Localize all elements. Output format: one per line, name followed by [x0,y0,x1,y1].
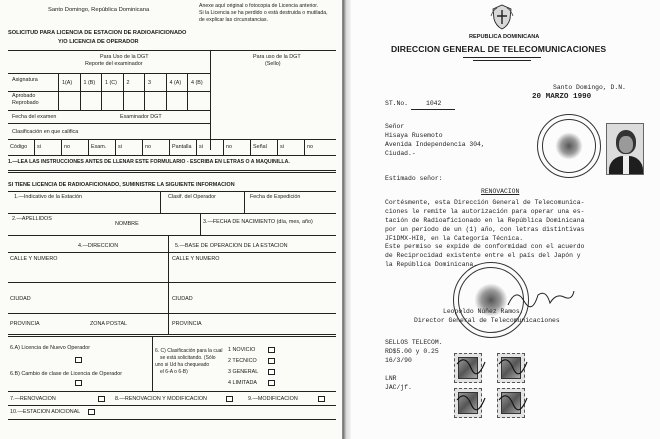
letterhead-rule [463,57,541,58]
cambio-clase-checkbox[interactable] [75,380,82,386]
form-title-line-1: SOLICITUD PARA LICENCIA DE ESTACION DE RADIOAFICIONADO [8,30,187,36]
base-provincia-label: PROVINCIA [172,321,202,327]
letter-body-line: por un período de un (1) año, con letras distintivas [385,226,585,233]
letter-body-line: Cortésmente, esta Dirección General de Telecomunica- [385,199,585,206]
form-rule [8,336,336,337]
form-rule [160,191,161,213]
exam-grid-header-cell: 1 (B) [83,80,96,86]
calle-numero-label: CALLE Y NUMERO [10,256,58,262]
exam-grid-header-cell: 4 (A) [169,80,182,86]
level-general-checkbox[interactable] [268,369,275,375]
clasif-operador-label: Clasif. del Operador [168,194,216,200]
letter-ref-label: ST.No. [385,100,409,107]
renovacion-label: 7.—RENOVACION [10,396,56,402]
asignatura-label: Asignatura [12,77,38,83]
form-rule [61,139,62,155]
form-rule [223,139,224,155]
form-rule [58,73,59,110]
addressee-line: Señor [385,123,405,130]
dgt-seal-label-1: Para uso de la DGT [253,54,301,60]
form-rule [8,334,336,335]
apellidos-label: 2.—APELLIDOS [12,216,52,222]
form-place: Santo Domingo, República Dominicana [48,7,150,13]
form-rule [8,213,336,214]
estacion-adicional-label: 10.—ESTACION ADICIONAL [10,409,81,415]
base-ciudad-label: CIUDAD [172,296,193,302]
licencia-nuevo-label: 6.A) Licencia de Nuevo Operador [10,345,91,351]
form-rule [8,391,336,392]
form-rule [277,139,278,155]
stamps-amount: RD$5.00 y 0.25 [385,348,439,355]
form-rule [8,419,336,420]
si-tiene-heading: SI TIENE LICENCIA DE RADIOAFICIONADO, SUMINISTRE LA SIGUIENTE INFORMACION [8,182,235,188]
classification-cell: no [64,144,70,150]
classification-cell: no [307,144,313,150]
letterhead-agency: DIRECCION GENERAL DE TELECOMUNICACIONES [391,44,607,54]
form-rule [187,73,188,110]
indicativo-label: 1.—Indicativo de la Estación [14,194,83,200]
clasif-solicitada-line-2: se está solicitando. (Sólo [160,355,216,361]
form-rule [144,73,145,110]
clasif-solicitada-line-1: 6. C) Clasificación para la cual [155,348,223,354]
provincia-label: PROVINCIA [10,321,40,327]
letter-body-line: de Reciprocidad existente entre el país del Japón y [385,252,581,259]
exam-grid-header-cell: 2 [126,80,130,86]
dgt-examiner-label-1: Para Uso de la DGT [100,54,149,60]
classification-cell: si [199,144,203,150]
addressee-line: Hisaya Rusemoto [385,132,443,139]
stamps-ref: 16/3/90 [385,357,412,364]
fecha-expedicion-label: Fecha de Expedición [250,194,301,200]
level-novicio-checkbox[interactable] [268,347,275,353]
exam-grid-header-cell: 3 [148,80,151,86]
form-rule [244,191,245,213]
letter-date-stamp: 20 MARZO 1990 [532,93,592,101]
licencia-nuevo-checkbox[interactable] [75,357,82,363]
classification-cell: no [226,144,232,150]
dgt-seal-label-2: (Sello) [265,61,281,67]
coat-of-arms-icon [489,4,515,30]
classification-cell: si [280,144,284,150]
form-rule [8,313,336,314]
form-rule [200,213,201,235]
book-spine [343,0,351,439]
form-rule [152,336,153,391]
form-rule [8,50,336,51]
letter-body-line: ciones le remite la autorización para operar una es- [385,208,585,215]
letter-greeting: Estimado señor: [385,175,443,182]
form-rule [8,172,336,173]
form-rule [250,139,251,155]
form-rule [168,235,169,335]
estacion-adicional-checkbox[interactable] [88,409,95,415]
authorization-letter-page [351,0,660,439]
modificacion-checkbox[interactable] [318,396,325,402]
ref-underline [411,109,455,110]
form-note-line-2: Si la Licencia se ha perdido o está destruida o mutilada, [199,10,328,16]
form-rule [8,73,210,74]
clasificacion-label: Clasificación en que califica [12,129,79,135]
zona-postal-label: ZONA POSTAL [90,321,128,327]
form-rule [8,405,336,406]
exam-grid-header-cell: 4 (B) [191,80,203,86]
direccion-label: 4.—DIRECCION [78,243,119,249]
official-seal-stamp [537,114,601,178]
letter-subject: RENOVACION [481,188,520,195]
form-rule [8,252,336,253]
reprobado-label: Reprobado [12,100,39,106]
nacimiento-label: 3.—FECHA DE NACIMIENTO (día, mes, año) [203,219,313,225]
exam-grid-header-cell: 1 (C) [105,80,117,86]
form-rule [88,139,89,155]
form-rule [304,139,305,155]
renov-mod-label: 8.—RENOVACION Y MODIFICACION [115,396,207,402]
clasif-solicitada-line-4: el 6-A o 6-B) [160,369,188,375]
form-rule [8,170,336,171]
form-rule [123,73,124,110]
applicant-photo [606,123,644,175]
form-rule [8,235,336,236]
ciudad-label: CIUDAD [10,296,31,302]
cancellation-scribble [451,350,531,422]
instructions-text: 1.—LEA LAS INSTRUCCIONES ANTES DE LLENAR ESTE FORMULARIO - ESCRIBA EN LETRAS O A MAQUINILLA. [8,159,290,165]
form-rule [8,282,336,283]
addressee-line: Avenida Independencia 304, [385,141,485,148]
base-calle-numero-label: CALLE Y NUMERO [172,256,220,262]
classification-cell: si [118,144,122,150]
classification-cell: Pantalla [172,144,192,150]
form-rule [34,139,35,155]
form-rule [8,191,336,192]
form-rule [8,139,336,140]
letter-body-line: Este permiso se expide de conformidad con el acuerdo [385,243,585,250]
form-rule [8,123,210,124]
form-rule [169,139,170,155]
form-rule [8,110,210,111]
letter-body-line: JF1DMX-HI8, en la Categoría Técnica. [385,235,524,242]
classification-cell: Exam. [91,144,107,150]
form-rule [210,50,211,150]
nombre-label: NOMBRE [115,221,139,227]
level-limitada-label: 4 LIMITADA [228,380,257,386]
letterhead-rule [473,60,531,61]
level-limitada-checkbox[interactable] [268,380,275,386]
form-rule [115,139,116,155]
signer-title: Director General de Telecomunicaciones [414,317,560,324]
form-title-line-2: Y/O LICENCIA DE OPERADOR [58,39,139,45]
letter-body-line: tación de Radioaficionado en la República Dominicana [385,217,585,224]
form-note-line-1: Anexe aquí original o fotocopia de Licencia anterior. [199,3,319,9]
letter-body-line: la República Dominicana. [385,261,478,268]
fecha-examen-label: Fecha del examen [12,114,57,120]
classification-cell: si [37,144,41,150]
letter-ref-number: 1042 [426,100,442,107]
classification-cell: Código [10,144,28,150]
form-rule [101,73,102,110]
form-rule [8,155,336,156]
examinador-label: Examinador DGT [120,114,162,120]
form-rule [166,73,167,110]
base-label: 5.—BASE DE OPERACION DE LA ESTACION [175,243,288,249]
letterhead-republic: REPUBLICA DOMINICANA [469,34,540,40]
form-note-line-3: de explicar las circunstancias. [199,17,268,23]
renov-mod-checkbox[interactable] [226,396,233,402]
initials-1: LNR [385,375,397,382]
stamps-label: SELLOS TELECOM. [385,339,443,346]
classification-cell: no [145,144,151,150]
form-rule [8,91,210,92]
clasif-solicitada-line-3: uno si Ud ha chequeado [155,362,210,368]
exam-grid-header-cell: 1(A) [62,80,73,86]
addressee-line: Ciudad.- [385,150,416,157]
form-rule [80,73,81,110]
aprobado-label: Aprobado [12,93,36,99]
renovacion-checkbox[interactable] [98,396,105,402]
modificacion-label: 9.—MODIFICACION [248,396,298,402]
dgt-examiner-label-2: Reporte del examinador [85,61,143,67]
signer-name: Leopoldo Núñez Ramos, [443,308,524,315]
form-rule [142,139,143,155]
letter-city: Santo Domingo, D.N. [553,84,626,91]
level-novicio-label: 1 NOVICIO [228,347,256,353]
level-tecnico-label: 2 TECNICO [228,358,257,364]
level-general-label: 3 GENERAL [228,369,259,375]
form-rule [196,139,197,155]
cambio-clase-label: 6.B) Cambio de clase de Licencia de Operador [10,371,123,377]
level-tecnico-checkbox[interactable] [268,358,275,364]
initials-2: JAC/jf. [385,384,412,391]
classification-cell: Señal [253,144,267,150]
